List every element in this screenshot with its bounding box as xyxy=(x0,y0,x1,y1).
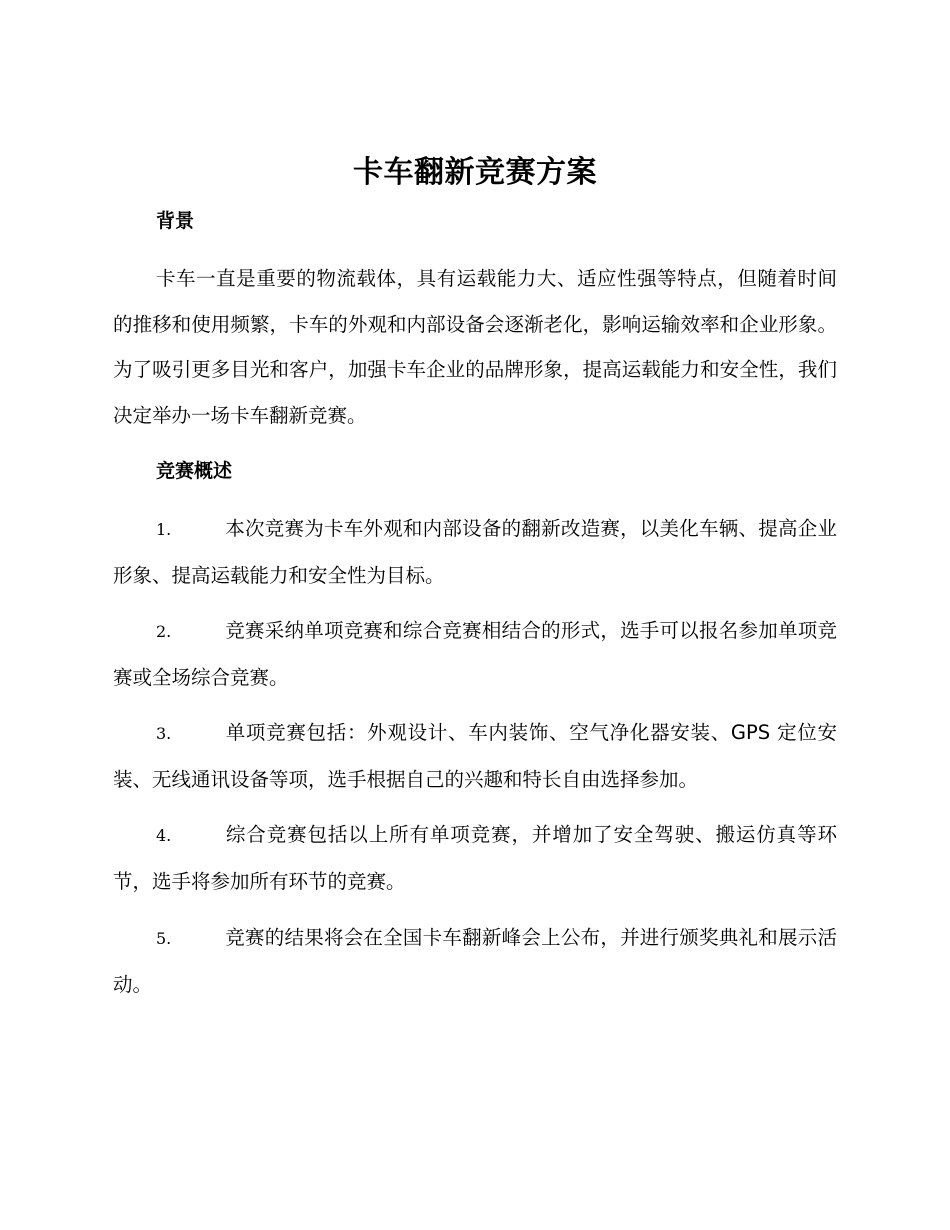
list-item-text: 竞赛的结果将会在全国卡车翻新峰会上公布，并进行颁奖典礼和展示活动。 xyxy=(113,926,837,996)
list-item-number: 1. xyxy=(156,520,172,539)
list-item-number: 2. xyxy=(156,622,172,641)
list-item-text: 单项竞赛包括：外观设计、车内装饰、空气净化器安装、GPS 定位安装、无线通讯设备等项，选手根据自己的兴趣和特长自由选择参加。 xyxy=(113,721,837,791)
section-heading-overview: 竞赛概述 xyxy=(156,460,233,482)
list-item-number: 4. xyxy=(156,826,172,845)
section-heading-background: 背景 xyxy=(156,210,195,232)
document-title: 卡车翻新竞赛方案 xyxy=(353,155,597,190)
list-item xyxy=(113,608,837,700)
list-item-number: 3. xyxy=(156,724,172,743)
list-item xyxy=(113,506,837,598)
list-item xyxy=(113,915,837,1007)
list-item-text: 竞赛采纳单项竞赛和综合竞赛相结合的形式，选手可以报名参加单项竞赛或全场综合竞赛。 xyxy=(113,619,837,689)
list-item xyxy=(113,812,837,904)
list-item-text: 综合竞赛包括以上所有单项竞赛，并增加了安全驾驶、搬运仿真等环节，选手将参加所有环节的竞赛。 xyxy=(113,823,837,893)
list-item-number: 5. xyxy=(156,929,172,948)
background-paragraph: 卡车一直是重要的物流载体，具有运载能力大、适应性强等特点，但随着时间的推移和使用频繁，卡车的外观和内部设备会逐渐老化，影响运输效率和企业形象。为了吸引更多目光和客户，加强卡车企业的品牌形象，提高运载能力和安全性，我们决定举办一场卡车翻新竞赛。 xyxy=(113,267,837,427)
list-item xyxy=(113,710,837,802)
list-item-text: 本次竞赛为卡车外观和内部设备的翻新改造赛，以美化车辆、提高企业形象、提高运载能力和安全性为目标。 xyxy=(113,517,837,587)
